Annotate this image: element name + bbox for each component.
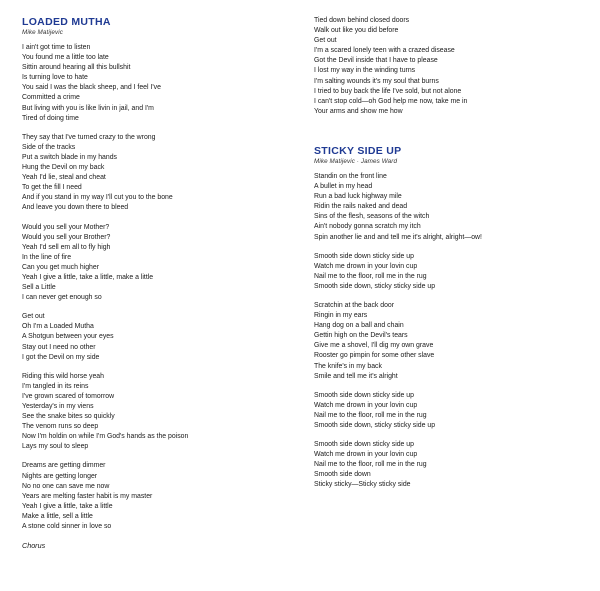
lyric-stanza xyxy=(314,301,582,382)
lyric-stanza xyxy=(314,252,582,292)
lyric-line: In the line of fire xyxy=(22,253,72,261)
lyric-line: Walk out like you did before xyxy=(314,27,399,35)
lyric-line: Scratchin at the back door xyxy=(314,301,395,309)
lyric-line: A bullet in my head xyxy=(314,183,373,191)
lyric-line: Got the Devil inside that I have to please xyxy=(314,57,438,65)
lyric-line: Nail me to the floor, roll me in the rug xyxy=(314,411,427,419)
lyric-line: Stay out I need no other xyxy=(22,343,96,351)
lyric-line: Rooster go pimpin for some other slave xyxy=(314,352,435,360)
lyric-line: Committed a crime xyxy=(22,94,80,102)
song-sticky-side-up xyxy=(314,145,582,491)
page-title: STICKY SIDE UP xyxy=(314,144,402,157)
lyric-line: But living with you is like livin in jail, and I'm xyxy=(22,104,154,112)
lyric-line: Nail me to the floor, roll me in the rug xyxy=(314,272,427,280)
lyric-line: Sins of the flesh, seasons of the witch xyxy=(314,213,430,221)
lyric-line: I've grown scared of tomorrow xyxy=(22,392,115,400)
lyric-line: Smooth side down xyxy=(314,471,371,479)
two-column-layout xyxy=(22,16,578,581)
song-credit: Mike Matijevic xyxy=(22,29,63,36)
lyric-line: Nail me to the floor, roll me in the rug xyxy=(314,461,427,469)
lyric-line: Watch me drown in your lovin cup xyxy=(314,451,418,459)
lyric-stanza xyxy=(314,172,582,243)
lyric-stanza xyxy=(22,43,290,124)
lyric-line: I tried to buy back the life I've sold, but not alone xyxy=(314,87,462,95)
lyric-line: Smooth side down sticky side up xyxy=(314,252,414,260)
lyric-line: Is turning love to hate xyxy=(22,74,88,82)
lyric-line: Years are melting faster habit is my master xyxy=(22,492,153,500)
lyric-line: I can never get enough so xyxy=(22,294,102,302)
lyric-line: Tied down behind closed doors xyxy=(314,17,410,24)
lyric-line: A Shotgun between your eyes xyxy=(22,333,114,341)
lyric-line: And leave you down there to bleed xyxy=(22,204,129,212)
lyric-stanza xyxy=(22,372,290,453)
lyric-line: The venom runs so deep xyxy=(22,423,99,431)
lyric-line: Can you get much higher xyxy=(22,263,99,271)
lyric-line: Oh I'm a Loaded Mutha xyxy=(22,323,94,331)
lyric-line: I'm a scared lonely teen with a crazed disease xyxy=(314,47,455,55)
lyric-line: Give me a shovel, I'll dig my own grave xyxy=(314,342,434,350)
lyric-line: Smooth side down sticky side up xyxy=(314,391,414,399)
lyric-line: Side of the tracks xyxy=(22,143,76,151)
lyric-line: Watch me drown in your lovin cup xyxy=(314,262,418,270)
lyric-line: See the snake bites so quickly xyxy=(22,413,115,421)
lyric-stanza xyxy=(314,440,582,490)
lyric-line: Ain't nobody gonna scratch my itch xyxy=(314,223,421,231)
lyric-line: Get out xyxy=(314,37,337,45)
lyric-line: Nights are getting longer xyxy=(22,472,98,480)
left-column xyxy=(22,16,290,581)
lyric-line: Get out xyxy=(22,313,45,321)
lyric-stanza xyxy=(22,223,290,304)
lyric-line: Gettin high on the Devil's tears xyxy=(314,332,408,340)
lyric-stanza-continuation xyxy=(314,16,582,117)
lyric-line: I lost my way in the winding turns xyxy=(314,67,416,75)
lyric-line: Sittin around hearing all this bullshit xyxy=(22,64,131,72)
lyric-line: Would you sell your Mother? xyxy=(22,223,110,231)
lyric-line: Yeah I'd sell em all to fly high xyxy=(22,243,111,251)
lyric-line: Sell a Little xyxy=(22,284,56,292)
lyric-line: I'm salting wounds it's my soul that burns xyxy=(314,77,439,85)
lyric-line: Smooth side down, sticky sticky side up xyxy=(314,422,436,429)
lyric-line: Hang dog on a ball and chain xyxy=(314,322,404,330)
lyric-line: Watch me drown in your lovin cup xyxy=(314,401,418,409)
lyric-line: Tired of doing time xyxy=(22,114,79,122)
right-column xyxy=(314,16,582,581)
song-credit: Mike Matijevic · James Ward xyxy=(314,157,398,165)
lyric-stanza xyxy=(314,391,582,431)
lyric-line: Lays my soul to sleep xyxy=(22,443,89,451)
lyric-line: Smile and tell me it's alright xyxy=(314,372,398,380)
lyric-line: Would you sell your Brother? xyxy=(22,233,111,241)
lyric-line: And if you stand in my way I'll cut you to the bone xyxy=(22,194,173,202)
lyric-line: You said I was the black sheep, and I feel I've xyxy=(22,84,161,92)
lyric-line: I'm tangled in its reins xyxy=(22,382,89,390)
lyric-stanza xyxy=(22,312,290,362)
lyric-stanza xyxy=(22,461,290,532)
lyric-line: I ain't got time to listen xyxy=(22,44,91,51)
lyric-line: Your arms and show me how xyxy=(314,107,403,115)
lyric-line: Now I'm holdin on while I'm God's hands as the poison xyxy=(22,433,189,441)
lyric-line: Smooth side down, sticky sticky side up xyxy=(314,282,436,290)
lyric-line: You found me a little too late xyxy=(22,54,109,62)
lyric-line: To get the fill I need xyxy=(22,184,82,192)
lyric-line: Yesterday's in my viens xyxy=(22,403,94,410)
lyric-line: Riding this wild horse yeah xyxy=(22,372,104,380)
lyric-line: Standin on the front line xyxy=(314,172,387,180)
lyric-line: Put a switch blade in my hands xyxy=(22,153,117,161)
lyric-line: Make a little, sell a little xyxy=(22,512,93,520)
lyric-line: I got the Devil on my side xyxy=(22,353,100,361)
lyric-stanza xyxy=(22,133,290,214)
lyric-line: Ridin the rails naked and dead xyxy=(314,203,408,211)
lyric-line: Ringin in my ears xyxy=(314,312,368,320)
lyric-line: Yeah I'd lie, steal and cheat xyxy=(22,174,106,182)
lyric-line: I can't stop cold—oh God help me now, take me in xyxy=(314,97,468,105)
lyric-line: No no one can save me now xyxy=(22,482,110,490)
lyric-line: Sticky sticky—Sticky sticky side xyxy=(314,481,411,489)
page-title: LOADED MUTHA xyxy=(22,16,111,28)
lyric-line: Yeah I give a little, take a little, make a little xyxy=(22,273,154,281)
lyric-line: Hung the Devil on my back xyxy=(22,164,105,172)
song-loaded-mutha xyxy=(22,16,290,550)
chorus-marker: Chorus xyxy=(22,541,46,551)
lyric-line: A stone cold sinner in love so xyxy=(22,523,112,531)
lyric-line: Smooth side down sticky side up xyxy=(314,441,414,449)
lyric-line: Run a bad luck highway mile xyxy=(314,193,402,201)
lyric-line: Dreams are getting dimmer xyxy=(22,462,106,470)
lyric-line: Yeah I give a little, take a little xyxy=(22,502,113,510)
lyric-line: Spin another lie and and tell me it's alright, alright—ow! xyxy=(314,233,482,241)
lyric-line: The knife's in my back xyxy=(314,362,382,370)
lyric-line: They say that I've turned crazy to the wrong xyxy=(22,133,156,141)
